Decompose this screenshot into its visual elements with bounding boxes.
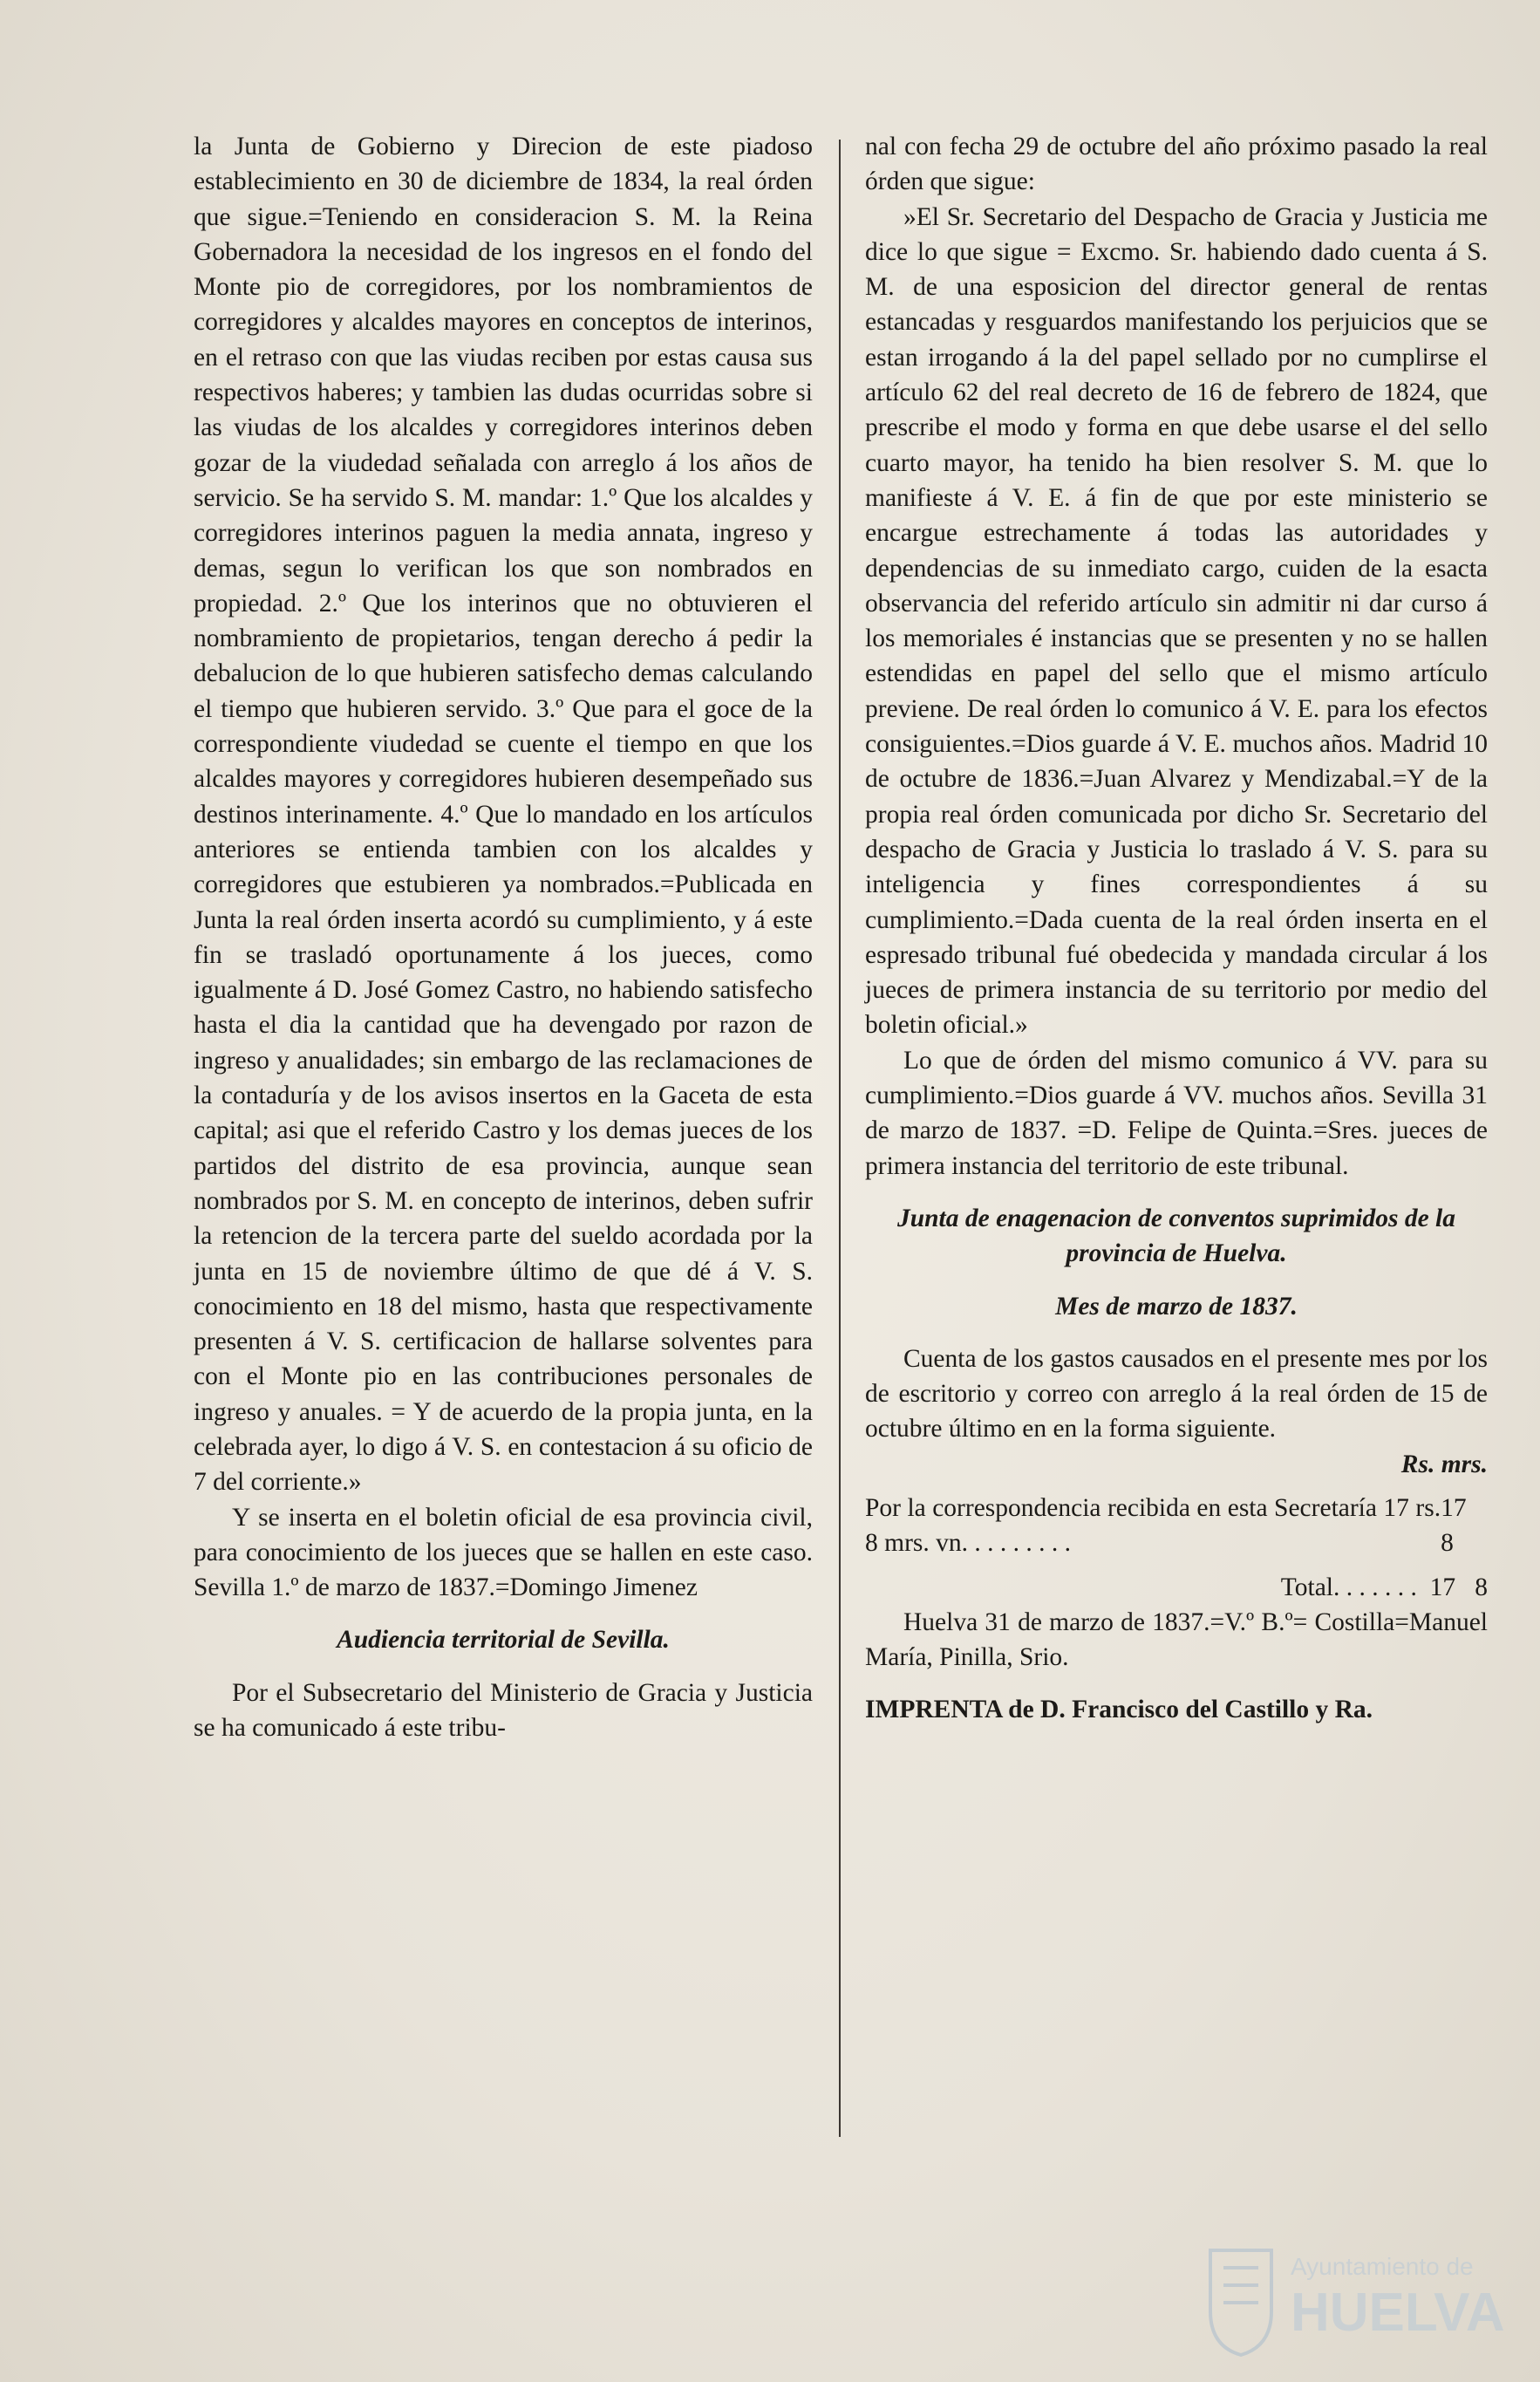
ledger-row <box>865 1491 1488 1561</box>
ledger-item-mrs: 8 <box>1441 1529 1454 1558</box>
left-column <box>194 129 813 1745</box>
left-paragraph-2: Y se inserta en el boletin oficial de esa provincia civil, para conocimiento de los jueces que se hallen en este caso. Sevilla 1.º de marzo de 1837.=Domingo Jimenez <box>194 1503 813 1602</box>
right-paragraph-3: Lo que de órden del mismo comunico á VV. para su cumplimiento.=Dios guarde á VV. muchos años. Sevilla 31 de marzo de 1837. =D. Felipe de Quinta.=Sres. jueces de primera instancia del territorio de este tribunal. <box>865 1046 1488 1180</box>
ledger-total-row <box>865 1570 1488 1605</box>
right-section-subheading: Mes de marzo de 1837. <box>1055 1292 1298 1321</box>
watermark-top-text: Ayuntamiento de <box>1291 2253 1474 2280</box>
huelva-coat-of-arms-icon <box>1193 2233 1507 2364</box>
left-paragraph-1: la Junta de Gobierno y Direcion de este piadoso establecimiento en 30 de diciembre de 1834, la real órden que sigue.=Teniendo en consideracion S. M. la Reina Gobernadora la necesidad de los ingresos en el fondo del Monte pio de corregidores, por los nombramientos de corregidores y alcaldes mayores en conceptos de interinos, en el retraso con que las viudas reciben por estas causa sus respectivos haberes; y tambien las dudas ocurridas sobre si las viudas de los alcaldes y corregidores interinos deben gozar de la viudedad señalada con arreglo á los años de servicio. Se ha servido S. M. mandar: 1.º Que los alcaldes y corregidores interinos paguen la media annata, ingreso y demas, segun lo verifican los que son nombrados en propiedad. 2.º Que los interinos que no obtuvieren el nombramiento de propietarios, tengan derecho á pedir la debalucion de lo que hubieren satisfecho demas calculando el tiempo que hubieren servido. 3.º Que para el goce de la correspondiente viudedad se cuente el tiempo en que los alcaldes mayores y corregidores hubieren desempeñado sus destinos interinamente. 4.º Que lo mandado en los artículos anteriores se entienda tambien con los alcaldes y corregidores que estubieren ya nombrados.=Publicada en Junta la real órden inserta acordó su cumplimiento, y á este fin se trasladó oportunamente á los jueces, como igualmente á D. José Gomez Castro, no habiendo satisfecho hasta el dia la cantidad que ha devengado por razon de ingreso y anualidades; sin embargo de las reclamaciones de la contaduría y de los avisos insertos en la Gaceta de esta capital; asi que el referido Castro y los demas jueces de los partidos del distrito de esa provincia, aunque sean nombrados por S. M. en concepto de interinos, deben sufrir la retencion de la tercera parte del sueldo acordada por la junta en 15 de noviembre último de que dé á V. S. conocimiento en 18 del mismo, hasta que respectivamente presenten á V. S. certificacion de hallarse solventes para con el Monte pio en las contribuciones personales de ingreso y anuales. = Y de acuerdo de la propia junta, en la celebrada ayer, lo digo á V. S. en contestacion á su oficio de 7 del corriente.» <box>194 133 813 1497</box>
ledger-item-rs: 17 <box>1441 1493 1467 1522</box>
ledger-header: Rs. mrs. <box>1400 1450 1488 1478</box>
watermark-bottom-text: HUELVA <box>1291 2283 1505 2343</box>
left-section-heading: Audiencia territorial de Sevilla. <box>337 1626 670 1655</box>
left-paragraph-3: Por el Subsecretario del Ministerio de Gracia y Justicia se ha comunicado á este tribu- <box>194 1678 813 1743</box>
ledger-item-label: Por la correspondencia recibida en esta Secretaría 17 rs. 8 mrs. vn. . . . . . . . . <box>865 1493 1441 1558</box>
ledger-total-rs: 17 <box>1429 1573 1456 1601</box>
ledger-total-label: Total. . . . . . . <box>1280 1573 1417 1601</box>
printer-imprint: IMPRENTA de D. Francisco del Castillo y Ra. <box>865 1696 1373 1724</box>
right-column <box>865 129 1488 1728</box>
right-intro: Cuenta de los gastos causados en el presente mes por los de escritorio y correo con arreglo á la real órden de 15 de octubre último en en la forma siguiente. <box>865 1344 1488 1444</box>
right-paragraph-2: »El Sr. Secretario del Despacho de Gracia y Justicia me dice lo que sigue = Excmo. Sr. habiendo dado cuenta á S. M. de una esposicion del director general de rentas estancadas y resguardos manifestando los perjuicios que se estan irrogando á la del papel sellado por no cumplirse el artículo 62 del real decreto de 16 de febrero de 1824, que prescribe el modo y forma en que debe usarse el del sello cuarto mayor, ha tenido ha bien resolver S. M. que lo manifieste á V. E. á fin de que por este ministerio se encargue estrechamente á todas las autoridades y dependencias de su inmediato cargo, cuiden de la esacta observancia del referido artículo sin admitir ni dar curso á los memoriales é instancias que se presenten y no se hallen estendidas en papel del sello que el mismo artículo previene. De real órden lo comunico á V. E. para los efectos consiguientes.=Dios guarde á V. E. muchos años. Madrid 10 de octubre de 1836.=Juan Alvarez y Mendizabal.=Y de la propia real órden comunicada por dicho Sr. Secretario del despacho de Gracia y Justicia lo traslado á V. S. para su inteligencia y fines correspondientes á su cumplimiento.=Dada cuenta de la real órden inserta en el espresado tribunal fué obedecida y mandada circular á los jueces de primera instancia de su territorio por medio del boletin oficial.» <box>865 202 1488 1040</box>
right-paragraph-1: nal con fecha 29 de octubre del año próximo pasado la real órden que sigue: <box>865 133 1488 196</box>
ledger-total-mrs: 8 <box>1475 1573 1488 1601</box>
right-section-heading: Junta de enagenacion de conventos suprimidos de la provincia de Huelva. <box>896 1204 1455 1268</box>
column-divider <box>839 140 841 2137</box>
ledger-item-amount <box>1441 1491 1488 1561</box>
closing-signature: Huelva 31 de marzo de 1837.=V.º B.º= Costilla=Manuel María, Pinilla, Srio. <box>865 1607 1488 1672</box>
